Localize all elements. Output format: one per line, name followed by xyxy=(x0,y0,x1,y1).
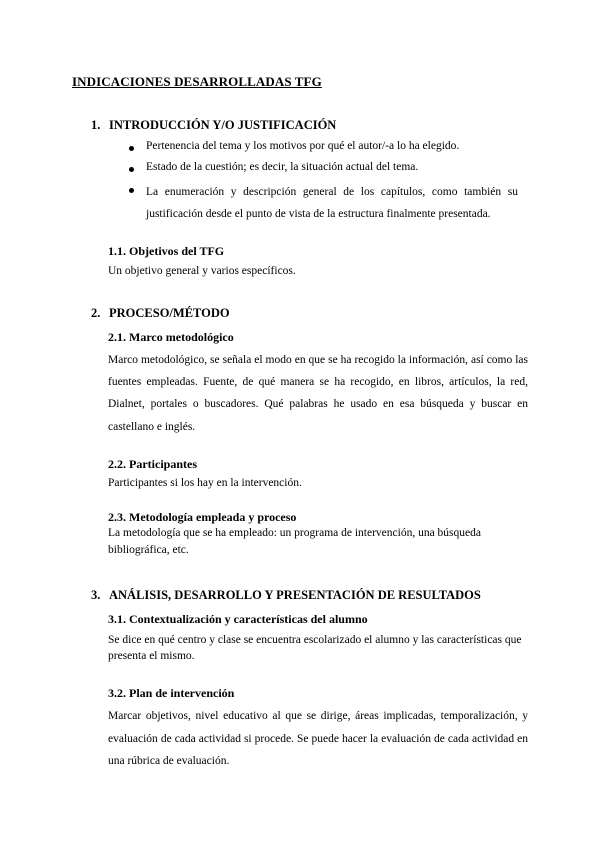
subsection-2-1-text: Marco metodológico, se señala el modo en que se ha recogido la información, así como las fuentes empleadas. Fuente, de qué manera se ha recogido, en libros, artículos, la red, Dialnet, portales o buscadores. Qué palabras he usado en esa búsqueda y buscar en castellano e inglés. xyxy=(108,354,528,433)
bullet-item-1: Pertenencia del tema y los motivos por qué el autor/-a lo ha elegido. xyxy=(146,140,460,152)
subsection-2-1-heading: 2.1. Marco metodológico xyxy=(108,330,234,344)
subsection-2-3-heading: 2.3. Metodología empleada y proceso xyxy=(108,510,297,524)
subsection-2-2-heading: 2.2. Participantes xyxy=(108,457,197,471)
subsection-2-3-text: La metodología que se ha empleado: un programa de intervención, una búsqueda bibliográfica, etc. xyxy=(108,527,481,556)
bullet-item-3: La enumeración y descripción general de los capítulos, como también su justificación desde el punto de vista de la estructura finalmente presentada. xyxy=(146,186,518,220)
bullet-icon xyxy=(129,167,134,172)
subsection-3-1-heading: 3.1. Contextualización y características del alumno xyxy=(108,612,368,626)
subsection-1-1-heading: 1.1. Objetivos del TFG xyxy=(108,244,225,258)
section-2-title: PROCESO/MÉTODO xyxy=(109,306,230,320)
subsection-3-2-text: Marcar objetivos, nivel educativo al que se dirige, áreas implicadas, temporalización, y evaluación de cada actividad si procede. Se puede hacer la evaluación de cada actividad en una rúbrica de evaluación. xyxy=(108,710,528,767)
bullet-icon xyxy=(129,188,134,193)
section-3-heading xyxy=(91,588,481,603)
section-1-title: INTRODUCCIÓN Y/O JUSTIFICACIÓN xyxy=(109,118,337,132)
bullet-item-2: Estado de la cuestión; es decir, la situación actual del tema. xyxy=(146,161,419,173)
section-1-number: 1. xyxy=(91,118,101,132)
section-3-number: 3. xyxy=(91,588,101,602)
subsection-3-2-heading: 3.2. Plan de intervención xyxy=(108,686,235,700)
section-3-title: ANÁLISIS, DESARROLLO Y PRESENTACIÓN DE RESULTADOS xyxy=(109,588,481,602)
section-1-heading xyxy=(91,118,336,133)
subsection-2-2-text: Participantes si los hay en la intervención. xyxy=(108,477,302,489)
section-2-heading xyxy=(91,306,230,321)
subsection-3-1-text: Se dice en qué centro y clase se encuentra escolarizado el alumno y las características que presenta el mismo. xyxy=(108,634,522,662)
document-title: INDICACIONES DESARROLLADAS TFG xyxy=(72,74,322,89)
bullet-icon xyxy=(129,146,134,151)
section-2-number: 2. xyxy=(91,306,101,320)
subsection-1-1-text: Un objetivo general y varios específicos. xyxy=(108,265,296,277)
